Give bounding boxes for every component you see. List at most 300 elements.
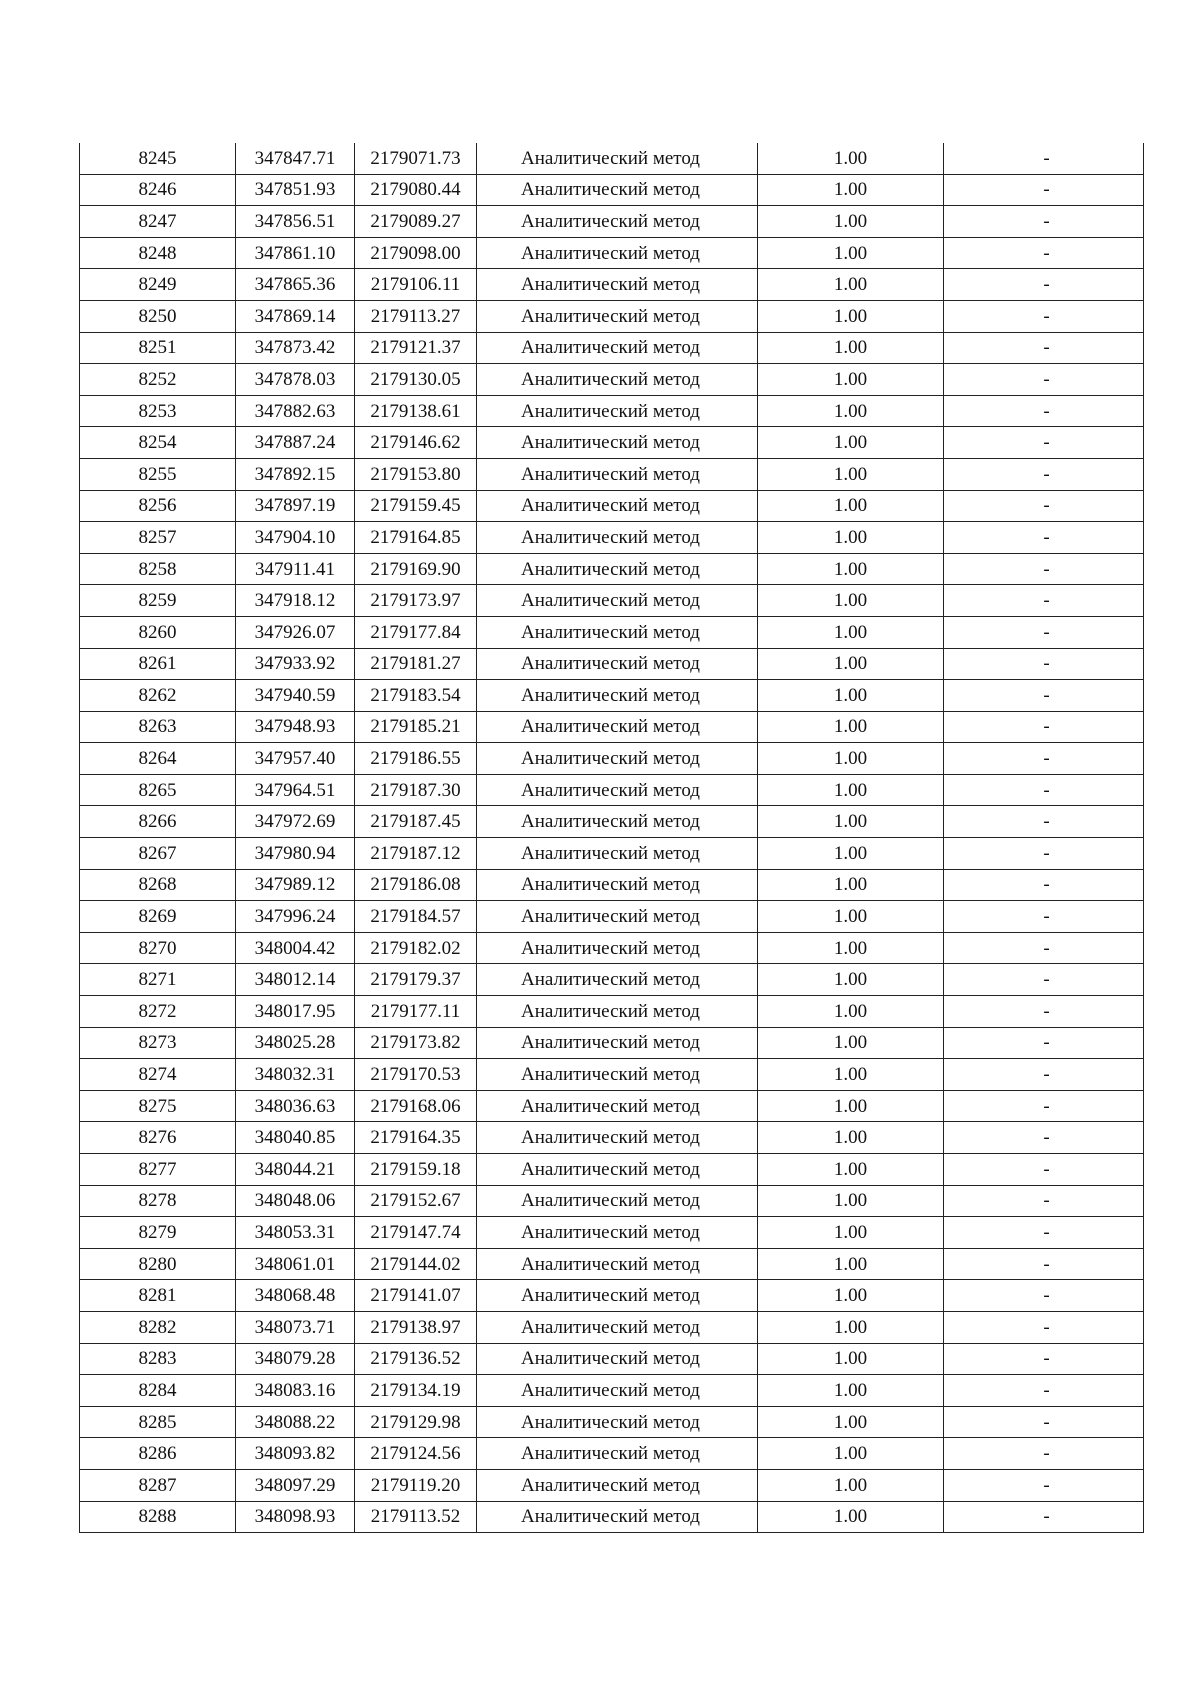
y-coordinate-cell: 2179183.54 xyxy=(355,680,477,712)
accuracy-cell: 1.00 xyxy=(758,616,944,648)
y-coordinate-cell: 2179136.52 xyxy=(355,1343,477,1375)
accuracy-cell: 1.00 xyxy=(758,364,944,396)
y-coordinate-cell: 2179138.61 xyxy=(355,395,477,427)
accuracy-cell: 1.00 xyxy=(758,996,944,1028)
point-number-cell: 8250 xyxy=(80,300,236,332)
note-cell: - xyxy=(944,237,1144,269)
accuracy-cell: 1.00 xyxy=(758,1406,944,1438)
method-cell: Аналитический метод xyxy=(477,743,758,775)
accuracy-cell: 1.00 xyxy=(758,1185,944,1217)
method-cell: Аналитический метод xyxy=(477,490,758,522)
method-cell: Аналитический метод xyxy=(477,1280,758,1312)
table-row xyxy=(80,300,1144,332)
note-cell: - xyxy=(944,616,1144,648)
method-cell: Аналитический метод xyxy=(477,711,758,743)
x-coordinate-cell: 348073.71 xyxy=(236,1311,355,1343)
table-row xyxy=(80,1501,1144,1533)
y-coordinate-cell: 2179153.80 xyxy=(355,458,477,490)
table-row xyxy=(80,838,1144,870)
point-number-cell: 8261 xyxy=(80,648,236,680)
table-row xyxy=(80,206,1144,238)
method-cell: Аналитический метод xyxy=(477,1185,758,1217)
table-row xyxy=(80,932,1144,964)
note-cell: - xyxy=(944,1469,1144,1501)
coordinates-table-body xyxy=(80,143,1144,1533)
accuracy-cell: 1.00 xyxy=(758,901,944,933)
method-cell: Аналитический метод xyxy=(477,1059,758,1091)
method-cell: Аналитический метод xyxy=(477,1027,758,1059)
point-number-cell: 8274 xyxy=(80,1059,236,1091)
method-cell: Аналитический метод xyxy=(477,1217,758,1249)
method-cell: Аналитический метод xyxy=(477,1343,758,1375)
point-number-cell: 8262 xyxy=(80,680,236,712)
accuracy-cell: 1.00 xyxy=(758,1059,944,1091)
method-cell: Аналитический метод xyxy=(477,1154,758,1186)
note-cell: - xyxy=(944,1217,1144,1249)
note-cell: - xyxy=(944,300,1144,332)
method-cell: Аналитический метод xyxy=(477,680,758,712)
note-cell: - xyxy=(944,774,1144,806)
table-row xyxy=(80,1280,1144,1312)
x-coordinate-cell: 348004.42 xyxy=(236,932,355,964)
table-row xyxy=(80,427,1144,459)
accuracy-cell: 1.00 xyxy=(758,743,944,775)
note-cell: - xyxy=(944,364,1144,396)
method-cell: Аналитический метод xyxy=(477,774,758,806)
table-row xyxy=(80,1438,1144,1470)
method-cell: Аналитический метод xyxy=(477,806,758,838)
y-coordinate-cell: 2179173.97 xyxy=(355,585,477,617)
point-number-cell: 8279 xyxy=(80,1217,236,1249)
method-cell: Аналитический метод xyxy=(477,838,758,870)
point-number-cell: 8270 xyxy=(80,932,236,964)
accuracy-cell: 1.00 xyxy=(758,1343,944,1375)
x-coordinate-cell: 347957.40 xyxy=(236,743,355,775)
table-row xyxy=(80,458,1144,490)
point-number-cell: 8245 xyxy=(80,143,236,174)
method-cell: Аналитический метод xyxy=(477,1248,758,1280)
x-coordinate-cell: 348088.22 xyxy=(236,1406,355,1438)
note-cell: - xyxy=(944,490,1144,522)
x-coordinate-cell: 347989.12 xyxy=(236,869,355,901)
y-coordinate-cell: 2179173.82 xyxy=(355,1027,477,1059)
table-row xyxy=(80,1122,1144,1154)
accuracy-cell: 1.00 xyxy=(758,648,944,680)
point-number-cell: 8272 xyxy=(80,996,236,1028)
x-coordinate-cell: 347948.93 xyxy=(236,711,355,743)
x-coordinate-cell: 347972.69 xyxy=(236,806,355,838)
table-row xyxy=(80,996,1144,1028)
note-cell: - xyxy=(944,1280,1144,1312)
note-cell: - xyxy=(944,1027,1144,1059)
point-number-cell: 8252 xyxy=(80,364,236,396)
note-cell: - xyxy=(944,996,1144,1028)
x-coordinate-cell: 347882.63 xyxy=(236,395,355,427)
table-row xyxy=(80,364,1144,396)
point-number-cell: 8260 xyxy=(80,616,236,648)
table-row xyxy=(80,901,1144,933)
table-row xyxy=(80,237,1144,269)
point-number-cell: 8281 xyxy=(80,1280,236,1312)
table-row xyxy=(80,616,1144,648)
note-cell: - xyxy=(944,1059,1144,1091)
accuracy-cell: 1.00 xyxy=(758,427,944,459)
note-cell: - xyxy=(944,206,1144,238)
method-cell: Аналитический метод xyxy=(477,1501,758,1533)
method-cell: Аналитический метод xyxy=(477,964,758,996)
y-coordinate-cell: 2179182.02 xyxy=(355,932,477,964)
accuracy-cell: 1.00 xyxy=(758,680,944,712)
method-cell: Аналитический метод xyxy=(477,269,758,301)
y-coordinate-cell: 2179113.27 xyxy=(355,300,477,332)
y-coordinate-cell: 2179177.84 xyxy=(355,616,477,648)
table-row xyxy=(80,553,1144,585)
note-cell: - xyxy=(944,1185,1144,1217)
note-cell: - xyxy=(944,458,1144,490)
y-coordinate-cell: 2179187.12 xyxy=(355,838,477,870)
table-row xyxy=(80,1469,1144,1501)
accuracy-cell: 1.00 xyxy=(758,1122,944,1154)
point-number-cell: 8254 xyxy=(80,427,236,459)
x-coordinate-cell: 347878.03 xyxy=(236,364,355,396)
note-cell: - xyxy=(944,1154,1144,1186)
x-coordinate-cell: 347847.71 xyxy=(236,143,355,174)
note-cell: - xyxy=(944,585,1144,617)
note-cell: - xyxy=(944,1090,1144,1122)
point-number-cell: 8246 xyxy=(80,174,236,206)
x-coordinate-cell: 348032.31 xyxy=(236,1059,355,1091)
y-coordinate-cell: 2179130.05 xyxy=(355,364,477,396)
accuracy-cell: 1.00 xyxy=(758,522,944,554)
y-coordinate-cell: 2179138.97 xyxy=(355,1311,477,1343)
accuracy-cell: 1.00 xyxy=(758,1375,944,1407)
table-row xyxy=(80,490,1144,522)
table-row xyxy=(80,1343,1144,1375)
x-coordinate-cell: 347861.10 xyxy=(236,237,355,269)
table-row xyxy=(80,774,1144,806)
method-cell: Аналитический метод xyxy=(477,616,758,648)
point-number-cell: 8282 xyxy=(80,1311,236,1343)
y-coordinate-cell: 2179187.45 xyxy=(355,806,477,838)
accuracy-cell: 1.00 xyxy=(758,1027,944,1059)
accuracy-cell: 1.00 xyxy=(758,1217,944,1249)
accuracy-cell: 1.00 xyxy=(758,1280,944,1312)
y-coordinate-cell: 2179168.06 xyxy=(355,1090,477,1122)
method-cell: Аналитический метод xyxy=(477,427,758,459)
x-coordinate-cell: 347904.10 xyxy=(236,522,355,554)
method-cell: Аналитический метод xyxy=(477,1469,758,1501)
accuracy-cell: 1.00 xyxy=(758,332,944,364)
accuracy-cell: 1.00 xyxy=(758,1090,944,1122)
point-number-cell: 8269 xyxy=(80,901,236,933)
note-cell: - xyxy=(944,932,1144,964)
y-coordinate-cell: 2179129.98 xyxy=(355,1406,477,1438)
method-cell: Аналитический метод xyxy=(477,1311,758,1343)
note-cell: - xyxy=(944,869,1144,901)
x-coordinate-cell: 347964.51 xyxy=(236,774,355,806)
table-row xyxy=(80,1375,1144,1407)
y-coordinate-cell: 2179098.00 xyxy=(355,237,477,269)
y-coordinate-cell: 2179113.52 xyxy=(355,1501,477,1533)
note-cell: - xyxy=(944,174,1144,206)
x-coordinate-cell: 348068.48 xyxy=(236,1280,355,1312)
accuracy-cell: 1.00 xyxy=(758,300,944,332)
x-coordinate-cell: 348012.14 xyxy=(236,964,355,996)
accuracy-cell: 1.00 xyxy=(758,206,944,238)
note-cell: - xyxy=(944,1406,1144,1438)
x-coordinate-cell: 348025.28 xyxy=(236,1027,355,1059)
accuracy-cell: 1.00 xyxy=(758,553,944,585)
note-cell: - xyxy=(944,143,1144,174)
note-cell: - xyxy=(944,1501,1144,1533)
point-number-cell: 8257 xyxy=(80,522,236,554)
accuracy-cell: 1.00 xyxy=(758,269,944,301)
y-coordinate-cell: 2179164.85 xyxy=(355,522,477,554)
y-coordinate-cell: 2179169.90 xyxy=(355,553,477,585)
point-number-cell: 8284 xyxy=(80,1375,236,1407)
note-cell: - xyxy=(944,838,1144,870)
method-cell: Аналитический метод xyxy=(477,522,758,554)
table-row xyxy=(80,711,1144,743)
y-coordinate-cell: 2179181.27 xyxy=(355,648,477,680)
y-coordinate-cell: 2179080.44 xyxy=(355,174,477,206)
accuracy-cell: 1.00 xyxy=(758,490,944,522)
x-coordinate-cell: 347897.19 xyxy=(236,490,355,522)
y-coordinate-cell: 2179141.07 xyxy=(355,1280,477,1312)
accuracy-cell: 1.00 xyxy=(758,237,944,269)
method-cell: Аналитический метод xyxy=(477,1122,758,1154)
table-row xyxy=(80,648,1144,680)
accuracy-cell: 1.00 xyxy=(758,774,944,806)
note-cell: - xyxy=(944,395,1144,427)
point-number-cell: 8287 xyxy=(80,1469,236,1501)
method-cell: Аналитический метод xyxy=(477,1375,758,1407)
y-coordinate-cell: 2179119.20 xyxy=(355,1469,477,1501)
accuracy-cell: 1.00 xyxy=(758,1469,944,1501)
x-coordinate-cell: 347892.15 xyxy=(236,458,355,490)
coordinates-table xyxy=(79,143,1144,1533)
accuracy-cell: 1.00 xyxy=(758,711,944,743)
table-row xyxy=(80,143,1144,174)
method-cell: Аналитический метод xyxy=(477,996,758,1028)
method-cell: Аналитический метод xyxy=(477,585,758,617)
table-row xyxy=(80,743,1144,775)
accuracy-cell: 1.00 xyxy=(758,174,944,206)
point-number-cell: 8251 xyxy=(80,332,236,364)
y-coordinate-cell: 2179121.37 xyxy=(355,332,477,364)
table-row xyxy=(80,522,1144,554)
note-cell: - xyxy=(944,1248,1144,1280)
point-number-cell: 8255 xyxy=(80,458,236,490)
table-row xyxy=(80,1154,1144,1186)
point-number-cell: 8247 xyxy=(80,206,236,238)
note-cell: - xyxy=(944,1343,1144,1375)
method-cell: Аналитический метод xyxy=(477,1406,758,1438)
note-cell: - xyxy=(944,901,1144,933)
x-coordinate-cell: 348098.93 xyxy=(236,1501,355,1533)
point-number-cell: 8253 xyxy=(80,395,236,427)
note-cell: - xyxy=(944,743,1144,775)
table-row xyxy=(80,585,1144,617)
method-cell: Аналитический метод xyxy=(477,395,758,427)
table-row xyxy=(80,680,1144,712)
accuracy-cell: 1.00 xyxy=(758,869,944,901)
y-coordinate-cell: 2179187.30 xyxy=(355,774,477,806)
point-number-cell: 8256 xyxy=(80,490,236,522)
point-number-cell: 8277 xyxy=(80,1154,236,1186)
table-row xyxy=(80,964,1144,996)
y-coordinate-cell: 2179177.11 xyxy=(355,996,477,1028)
method-cell: Аналитический метод xyxy=(477,300,758,332)
method-cell: Аналитический метод xyxy=(477,458,758,490)
x-coordinate-cell: 348061.01 xyxy=(236,1248,355,1280)
table-row xyxy=(80,1248,1144,1280)
table-row xyxy=(80,1059,1144,1091)
point-number-cell: 8283 xyxy=(80,1343,236,1375)
x-coordinate-cell: 348017.95 xyxy=(236,996,355,1028)
accuracy-cell: 1.00 xyxy=(758,1248,944,1280)
point-number-cell: 8273 xyxy=(80,1027,236,1059)
accuracy-cell: 1.00 xyxy=(758,1501,944,1533)
x-coordinate-cell: 347865.36 xyxy=(236,269,355,301)
y-coordinate-cell: 2179186.55 xyxy=(355,743,477,775)
accuracy-cell: 1.00 xyxy=(758,458,944,490)
point-number-cell: 8263 xyxy=(80,711,236,743)
point-number-cell: 8280 xyxy=(80,1248,236,1280)
accuracy-cell: 1.00 xyxy=(758,1438,944,1470)
point-number-cell: 8288 xyxy=(80,1501,236,1533)
x-coordinate-cell: 347911.41 xyxy=(236,553,355,585)
note-cell: - xyxy=(944,648,1144,680)
y-coordinate-cell: 2179185.21 xyxy=(355,711,477,743)
y-coordinate-cell: 2179170.53 xyxy=(355,1059,477,1091)
x-coordinate-cell: 347918.12 xyxy=(236,585,355,617)
accuracy-cell: 1.00 xyxy=(758,143,944,174)
point-number-cell: 8266 xyxy=(80,806,236,838)
table-row xyxy=(80,1406,1144,1438)
x-coordinate-cell: 347856.51 xyxy=(236,206,355,238)
point-number-cell: 8276 xyxy=(80,1122,236,1154)
accuracy-cell: 1.00 xyxy=(758,806,944,838)
note-cell: - xyxy=(944,427,1144,459)
x-coordinate-cell: 348093.82 xyxy=(236,1438,355,1470)
note-cell: - xyxy=(944,1375,1144,1407)
point-number-cell: 8265 xyxy=(80,774,236,806)
table-row xyxy=(80,269,1144,301)
y-coordinate-cell: 2179159.45 xyxy=(355,490,477,522)
y-coordinate-cell: 2179144.02 xyxy=(355,1248,477,1280)
method-cell: Аналитический метод xyxy=(477,553,758,585)
table-row xyxy=(80,332,1144,364)
y-coordinate-cell: 2179146.62 xyxy=(355,427,477,459)
x-coordinate-cell: 348053.31 xyxy=(236,1217,355,1249)
accuracy-cell: 1.00 xyxy=(758,585,944,617)
x-coordinate-cell: 347869.14 xyxy=(236,300,355,332)
point-number-cell: 8267 xyxy=(80,838,236,870)
method-cell: Аналитический метод xyxy=(477,648,758,680)
table-row xyxy=(80,1311,1144,1343)
method-cell: Аналитический метод xyxy=(477,143,758,174)
x-coordinate-cell: 347933.92 xyxy=(236,648,355,680)
table-row xyxy=(80,1217,1144,1249)
x-coordinate-cell: 348044.21 xyxy=(236,1154,355,1186)
y-coordinate-cell: 2179124.56 xyxy=(355,1438,477,1470)
note-cell: - xyxy=(944,964,1144,996)
note-cell: - xyxy=(944,269,1144,301)
point-number-cell: 8264 xyxy=(80,743,236,775)
method-cell: Аналитический метод xyxy=(477,869,758,901)
method-cell: Аналитический метод xyxy=(477,237,758,269)
table-row xyxy=(80,869,1144,901)
table-row xyxy=(80,806,1144,838)
y-coordinate-cell: 2179106.11 xyxy=(355,269,477,301)
x-coordinate-cell: 347873.42 xyxy=(236,332,355,364)
method-cell: Аналитический метод xyxy=(477,332,758,364)
y-coordinate-cell: 2179164.35 xyxy=(355,1122,477,1154)
table-row xyxy=(80,174,1144,206)
method-cell: Аналитический метод xyxy=(477,206,758,238)
x-coordinate-cell: 347980.94 xyxy=(236,838,355,870)
point-number-cell: 8268 xyxy=(80,869,236,901)
method-cell: Аналитический метод xyxy=(477,932,758,964)
point-number-cell: 8271 xyxy=(80,964,236,996)
method-cell: Аналитический метод xyxy=(477,364,758,396)
note-cell: - xyxy=(944,553,1144,585)
x-coordinate-cell: 347940.59 xyxy=(236,680,355,712)
note-cell: - xyxy=(944,1122,1144,1154)
point-number-cell: 8249 xyxy=(80,269,236,301)
x-coordinate-cell: 348048.06 xyxy=(236,1185,355,1217)
x-coordinate-cell: 347887.24 xyxy=(236,427,355,459)
accuracy-cell: 1.00 xyxy=(758,932,944,964)
table-row xyxy=(80,1027,1144,1059)
accuracy-cell: 1.00 xyxy=(758,838,944,870)
y-coordinate-cell: 2179134.19 xyxy=(355,1375,477,1407)
table-row xyxy=(80,395,1144,427)
y-coordinate-cell: 2179152.67 xyxy=(355,1185,477,1217)
x-coordinate-cell: 347926.07 xyxy=(236,616,355,648)
point-number-cell: 8285 xyxy=(80,1406,236,1438)
accuracy-cell: 1.00 xyxy=(758,395,944,427)
table-row xyxy=(80,1185,1144,1217)
method-cell: Аналитический метод xyxy=(477,1438,758,1470)
y-coordinate-cell: 2179159.18 xyxy=(355,1154,477,1186)
note-cell: - xyxy=(944,806,1144,838)
note-cell: - xyxy=(944,332,1144,364)
x-coordinate-cell: 347851.93 xyxy=(236,174,355,206)
y-coordinate-cell: 2179089.27 xyxy=(355,206,477,238)
method-cell: Аналитический метод xyxy=(477,1090,758,1122)
point-number-cell: 8286 xyxy=(80,1438,236,1470)
y-coordinate-cell: 2179184.57 xyxy=(355,901,477,933)
note-cell: - xyxy=(944,1311,1144,1343)
note-cell: - xyxy=(944,522,1144,554)
note-cell: - xyxy=(944,1438,1144,1470)
y-coordinate-cell: 2179147.74 xyxy=(355,1217,477,1249)
accuracy-cell: 1.00 xyxy=(758,964,944,996)
method-cell: Аналитический метод xyxy=(477,901,758,933)
x-coordinate-cell: 348083.16 xyxy=(236,1375,355,1407)
note-cell: - xyxy=(944,680,1144,712)
x-coordinate-cell: 348040.85 xyxy=(236,1122,355,1154)
accuracy-cell: 1.00 xyxy=(758,1154,944,1186)
note-cell: - xyxy=(944,711,1144,743)
x-coordinate-cell: 348097.29 xyxy=(236,1469,355,1501)
y-coordinate-cell: 2179179.37 xyxy=(355,964,477,996)
point-number-cell: 8258 xyxy=(80,553,236,585)
point-number-cell: 8259 xyxy=(80,585,236,617)
x-coordinate-cell: 348079.28 xyxy=(236,1343,355,1375)
